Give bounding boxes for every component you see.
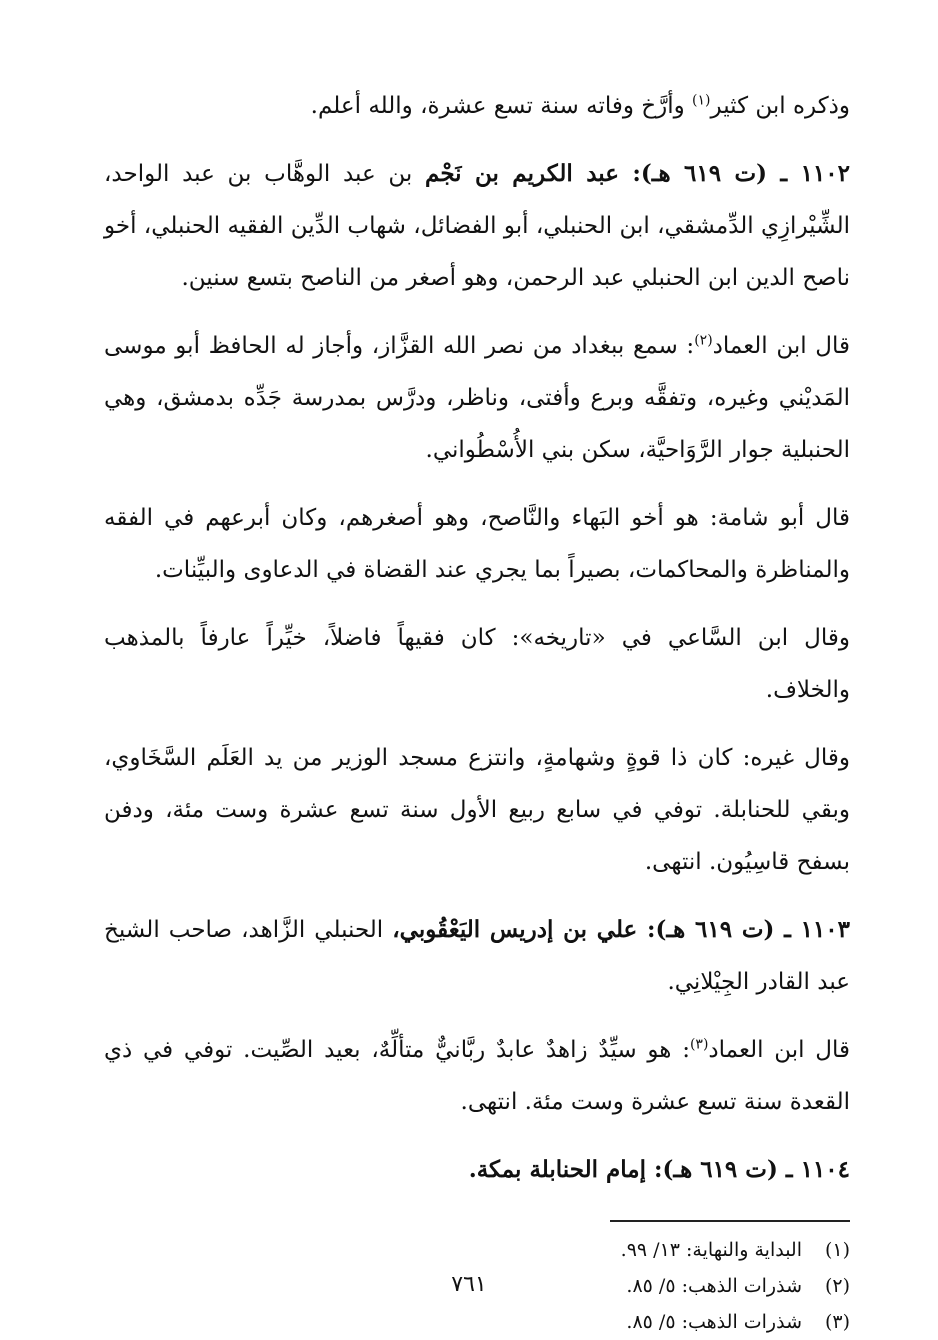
- paragraph-text: : هو سيِّدٌ زاهدٌ عابدٌ ربَّانيٌّ متألِّهٌ، بعيد الصِّيت. توفي في ذي القعدة سنة تسع عشرة وست مئة. انتهى.: [104, 1037, 850, 1115]
- paragraph-text: : سمع ببغداد من نصر الله القزَّاز، وأجاز له الحافظ أبو موسى المَديْني وغيره، وتفقَّه وبرع وأفتى، وناظر، ودرَّس بمدرسة جَدِّه بدمشق، وهي الحنبلية جوار الرَّوَاحيَّة، سكن بني الأُسْطُواني.: [104, 333, 850, 463]
- paragraph-text: قال ابن العماد: [712, 333, 850, 359]
- paragraph: [104, 320, 850, 476]
- entry-heading: ١١٠٢ ـ (ت ٦١٩ هـ): عبد الكريم بن نَجْم: [425, 160, 850, 187]
- paragraph-text: وذكره ابن كثير: [710, 93, 850, 119]
- paragraph: [104, 1024, 850, 1128]
- paragraph: [104, 148, 850, 304]
- page-number: ٧٦١: [451, 1272, 487, 1297]
- footnote-text: شذرات الذهب: ٥/ ٨٥.: [626, 1275, 802, 1297]
- paragraph-text: الحنبلي الزَّاهد، صاحب الشيخ عبد القادر الجِيْلانِي.: [104, 917, 850, 995]
- body-text: [104, 80, 850, 1196]
- footnote-number: (١): [824, 1239, 850, 1261]
- paragraph: [104, 612, 850, 716]
- footnote-reference: (١): [692, 92, 711, 109]
- paragraph-text: وقال ابن السَّاعي في «تاريخه»: كان فقيهاً فاضلاً، خيِّراً عارفاً بالمذهب والخلاف.: [104, 625, 850, 703]
- paragraph: [104, 492, 850, 596]
- footnote-text: شذرات الذهب: ٥/ ٨٥.: [626, 1311, 802, 1333]
- footnote-reference: (٣): [689, 1036, 709, 1053]
- paragraph: [104, 732, 850, 888]
- footnote-number: (٣): [824, 1311, 850, 1333]
- footnote-number: (٢): [824, 1275, 850, 1297]
- paragraph-text: قال أبو شامة: هو أخو البَهاء والنَّاصح، وهو أصغرهم، وكان أبرعهم في الفقه والمناظرة والمحاكمات، بصيراً بما يجري عند القضاة في الدعاوى والبيِّنات.: [104, 505, 850, 583]
- paragraph: [104, 1144, 850, 1196]
- paragraph: [104, 80, 850, 132]
- paragraph-text: وقال غيره: كان ذا قوةٍ وشهامةٍ، وانتزع مسجد الوزير من يد العَلَم السَّخَاوي، وبقي للحنابلة. توفي في سابع ربيع الأول سنة تسع عشرة وست مئة، ودفن بسفح قاسِيُون. انتهى.: [104, 745, 850, 875]
- footnote-divider: [610, 1220, 850, 1222]
- entry-heading: ١١٠٤ ـ (ت ٦١٩ هـ): إمام الحنابلة بمكة.: [468, 1156, 850, 1183]
- footnote-text: البداية والنهاية: ١٣/ ٩٩.: [620, 1239, 802, 1261]
- footnote-item: [104, 1232, 850, 1268]
- entry-heading: ١١٠٣ ـ (ت ٦١٩ هـ): علي بن إدريس اليَعْقُوبي،: [392, 916, 850, 943]
- paragraph-text: بن عبد الوهَّاب بن عبد الواحد، الشِّيْرازِي الدِّمشقي، ابن الحنبلي، أبو الفضائل، شهاب الدِّين الفقيه الحنبلي، أخو ناصح الدين ابن الحنبلي عبد الرحمن، وهو أصغر من الناصح بتسع سنين.: [104, 161, 850, 291]
- paragraph-text: قال ابن العماد: [708, 1037, 850, 1063]
- paragraph: [104, 904, 850, 1008]
- paragraph-text: وأرَّخ وفاته سنة تسع عشرة، والله أعلم.: [310, 93, 693, 119]
- footnote-reference: (٢): [694, 332, 713, 349]
